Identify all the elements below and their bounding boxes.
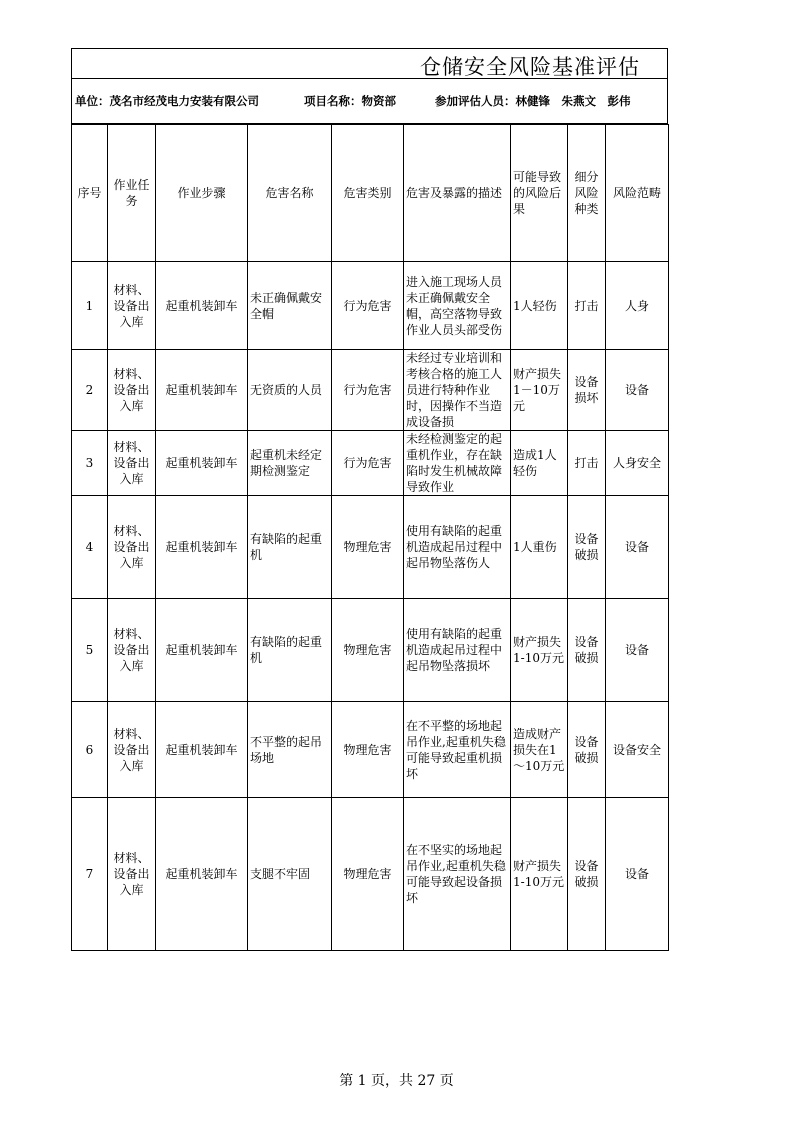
table-row xyxy=(72,262,669,350)
cell-no: 5 xyxy=(72,599,108,702)
cell-desc: 未经过专业培训和考核合格的施工人员进行特种作业时，因操作不当造成设备损 xyxy=(404,350,511,431)
cell-hazard: 未正确佩戴安全帽 xyxy=(248,262,332,350)
table-row xyxy=(72,599,669,702)
cell-desc: 未经检测鉴定的起重机作业，存在缺陷时发生机械故障导致作业 xyxy=(404,431,511,496)
cell-step: 起重机装卸车 xyxy=(156,496,248,599)
cell-consequence: 造成1人轻伤 xyxy=(511,431,568,496)
cell-desc: 使用有缺陷的起重机造成起吊过程中起吊物坠落损坏 xyxy=(404,599,511,702)
cell-task: 材料、设备出入库 xyxy=(108,350,156,431)
column-header: 可能导致的风险后果 xyxy=(511,125,568,262)
cell-hazard: 有缺陷的起重机 xyxy=(248,496,332,599)
risk-table xyxy=(71,124,669,951)
cell-scope: 设备 xyxy=(606,599,669,702)
table-row xyxy=(72,496,669,599)
cell-desc: 使用有缺陷的起重机造成起吊过程中起吊物坠落伤人 xyxy=(404,496,511,599)
cell-task: 材料、设备出入库 xyxy=(108,702,156,798)
column-header: 危害及暴露的描述 xyxy=(404,125,511,262)
cell-scope: 设备 xyxy=(606,496,669,599)
table-row xyxy=(72,431,669,496)
cell-desc: 在不平整的场地起吊作业,起重机失稳可能导致起重机损坏 xyxy=(404,702,511,798)
cell-subtype: 打击 xyxy=(568,431,606,496)
cell-task: 材料、设备出入库 xyxy=(108,599,156,702)
page-title: 仓储安全风险基准评估 xyxy=(420,55,640,78)
cell-category: 物理危害 xyxy=(332,496,404,599)
cell-scope: 人身安全 xyxy=(606,431,669,496)
cell-desc: 在不坚实的场地起吊作业,起重机失稳可能导致起设备损坏 xyxy=(404,798,511,951)
unit-label: 单位：茂名市经茂电力安装有限公司 xyxy=(75,94,259,108)
column-header: 危害类别 xyxy=(332,125,404,262)
column-header: 细分风险种类 xyxy=(568,125,606,262)
cell-scope: 设备安全 xyxy=(606,702,669,798)
info-bar xyxy=(71,78,668,124)
cell-consequence: 1人重伤 xyxy=(511,496,568,599)
table-row xyxy=(72,350,669,431)
cell-task: 材料、设备出入库 xyxy=(108,798,156,951)
cell-subtype: 设备破损 xyxy=(568,798,606,951)
cell-hazard: 有缺陷的起重机 xyxy=(248,599,332,702)
cell-consequence: 财产损失1－10万元 xyxy=(511,350,568,431)
cell-category: 物理危害 xyxy=(332,702,404,798)
cell-consequence: 造成财产损失在1～10万元 xyxy=(511,702,568,798)
cell-consequence: 财产损失1-10万元 xyxy=(511,599,568,702)
cell-category: 行为危害 xyxy=(332,350,404,431)
header-row xyxy=(72,125,669,262)
cell-category: 物理危害 xyxy=(332,599,404,702)
column-header: 作业步骤 xyxy=(156,125,248,262)
cell-no: 4 xyxy=(72,496,108,599)
column-header: 危害名称 xyxy=(248,125,332,262)
spreadsheet-page xyxy=(71,48,668,948)
cell-step: 起重机装卸车 xyxy=(156,262,248,350)
cell-no: 1 xyxy=(72,262,108,350)
cell-category: 行为危害 xyxy=(332,431,404,496)
cell-hazard: 起重机未经定期检测鉴定 xyxy=(248,431,332,496)
cell-step: 起重机装卸车 xyxy=(156,599,248,702)
cell-consequence: 财产损失1-10万元 xyxy=(511,798,568,951)
column-header: 序号 xyxy=(72,125,108,262)
cell-task: 材料、设备出入库 xyxy=(108,431,156,496)
cell-subtype: 设备破损 xyxy=(568,702,606,798)
cell-subtype: 打击 xyxy=(568,262,606,350)
project-label: 项目名称：物资部 xyxy=(304,94,396,108)
cell-step: 起重机装卸车 xyxy=(156,350,248,431)
cell-step: 起重机装卸车 xyxy=(156,798,248,951)
cell-step: 起重机装卸车 xyxy=(156,431,248,496)
cell-task: 材料、设备出入库 xyxy=(108,496,156,599)
cell-no: 7 xyxy=(72,798,108,951)
page-footer: 第 1 页，共 27 页 xyxy=(339,1073,454,1089)
column-header: 风险范畴 xyxy=(606,125,669,262)
table-row xyxy=(72,798,669,951)
cell-consequence: 1人轻伤 xyxy=(511,262,568,350)
cell-no: 2 xyxy=(72,350,108,431)
cell-task: 材料、设备出入库 xyxy=(108,262,156,350)
column-header: 作业任务 xyxy=(108,125,156,262)
cell-scope: 人身 xyxy=(606,262,669,350)
cell-desc: 进入施工现场人员未正确佩戴安全帽，高空落物导致作业人员头部受伤 xyxy=(404,262,511,350)
cell-step: 起重机装卸车 xyxy=(156,702,248,798)
participants-label: 参加评估人员：林健锋 朱燕文 彭伟 xyxy=(435,94,631,108)
cell-hazard: 无资质的人员 xyxy=(248,350,332,431)
cell-subtype: 设备破损 xyxy=(568,599,606,702)
cell-category: 行为危害 xyxy=(332,262,404,350)
cell-hazard: 不平整的起吊场地 xyxy=(248,702,332,798)
title-bar xyxy=(71,48,668,78)
cell-scope: 设备 xyxy=(606,798,669,951)
cell-subtype: 设备损坏 xyxy=(568,350,606,431)
cell-subtype: 设备破损 xyxy=(568,496,606,599)
table-row xyxy=(72,702,669,798)
cell-no: 6 xyxy=(72,702,108,798)
cell-hazard: 支腿不牢固 xyxy=(248,798,332,951)
cell-no: 3 xyxy=(72,431,108,496)
cell-category: 物理危害 xyxy=(332,798,404,951)
cell-scope: 设备 xyxy=(606,350,669,431)
